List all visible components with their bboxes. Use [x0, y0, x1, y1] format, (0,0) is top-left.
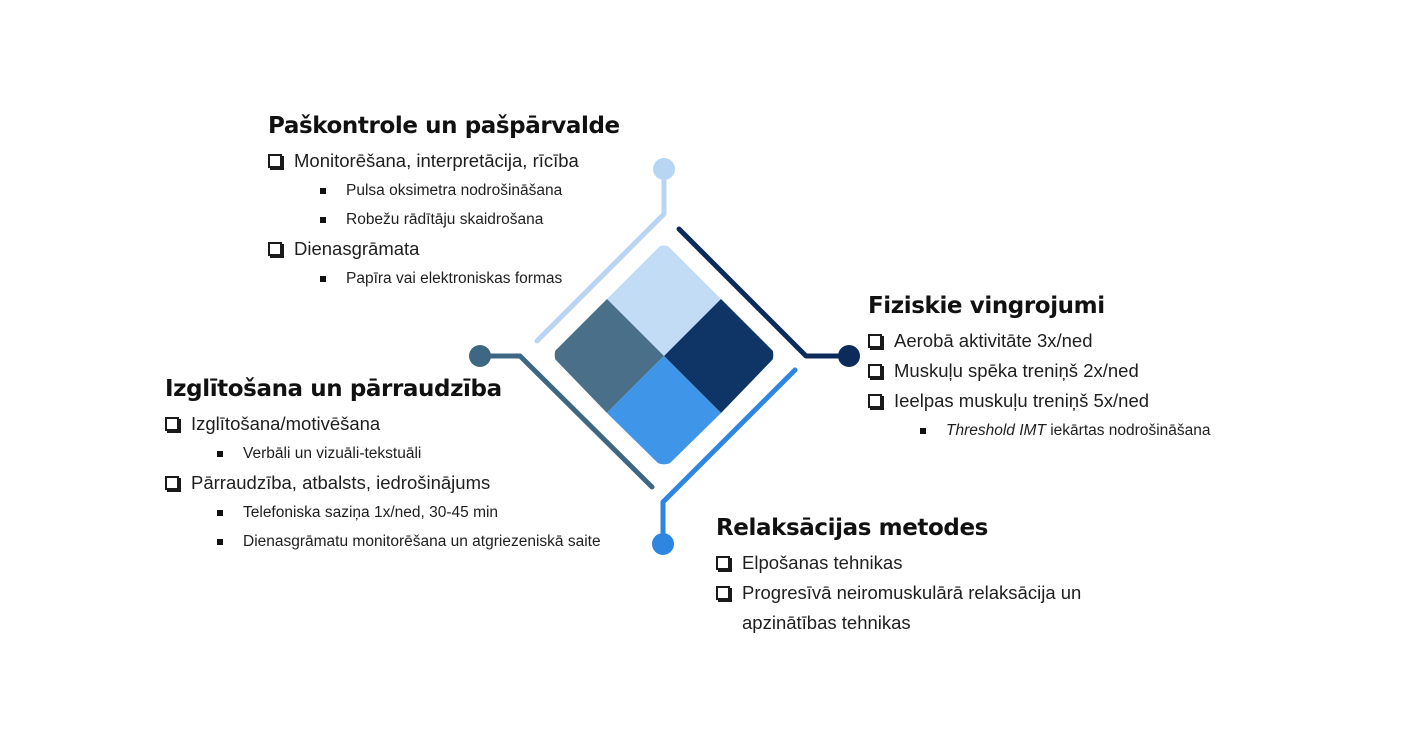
section-self-control — [268, 112, 620, 293]
checkbox-icon — [868, 394, 882, 408]
list-item — [165, 468, 601, 498]
sub-item — [217, 527, 601, 556]
list-item — [868, 356, 1211, 386]
device-name: Threshold IMT — [946, 422, 1046, 439]
sub-item-label: Dienasgrāmatu monitorēšana un atgriezeniskā saite — [243, 533, 601, 550]
list-item — [165, 409, 601, 439]
item-list — [165, 468, 601, 498]
checkbox-icon — [716, 586, 730, 600]
square-bullet-icon — [217, 451, 223, 457]
sub-item — [217, 439, 601, 468]
sub-item-label: Verbāli un vizuāli-tekstuāli — [243, 445, 422, 462]
node-right-dot — [838, 345, 860, 367]
sub-list — [268, 264, 620, 293]
item-list — [716, 548, 1116, 638]
checkbox-icon — [868, 334, 882, 348]
checkbox-icon — [716, 556, 730, 570]
section-title: Izglītošana un pārraudzība — [165, 376, 502, 402]
square-bullet-icon — [217, 539, 223, 545]
section-education — [165, 375, 601, 556]
sub-list — [165, 498, 601, 556]
list-item — [716, 578, 1112, 638]
list-item-label: Progresīvā neiromuskulārā relaksācija un apzinātības tehnikas — [742, 582, 1082, 633]
item-list — [268, 234, 620, 264]
checkbox-icon — [268, 154, 282, 168]
list-item-label: Monitorēšana, interpretācija, rīcība — [294, 150, 579, 171]
square-bullet-icon — [320, 217, 326, 223]
square-bullet-icon — [920, 428, 926, 434]
list-item-label: Ieelpas muskuļu treniņš 5x/ned — [894, 390, 1150, 411]
sub-item-label: iekārtas nodrošināšana — [1045, 422, 1211, 439]
section-title: Paškontrole un pašpārvalde — [268, 113, 620, 139]
section-title: Fiziskie vingrojumi — [868, 293, 1105, 319]
item-list — [868, 326, 1211, 416]
list-item-label: Elpošanas tehnikas — [742, 552, 903, 573]
node-top-dot — [653, 158, 675, 180]
list-item-label: Aerobā aktivitāte 3x/ned — [894, 330, 1093, 351]
sub-item — [920, 416, 1211, 445]
sub-item-label: Robežu rādītāju skaidrošana — [346, 211, 544, 228]
checkbox-icon — [868, 364, 882, 378]
sub-item-label: Pulsa oksimetra nodrošināšana — [346, 182, 563, 199]
sub-list — [868, 416, 1211, 445]
list-item — [868, 386, 1211, 416]
square-bullet-icon — [320, 276, 326, 282]
list-item-label: Muskuļu spēka treniņš 2x/ned — [894, 360, 1139, 381]
list-item-label: Pārraudzība, atbalsts, iedrošinājums — [191, 472, 491, 493]
square-bullet-icon — [217, 510, 223, 516]
list-item-label: Dienasgrāmata — [294, 238, 420, 259]
checkbox-icon — [165, 417, 179, 431]
sub-item — [320, 176, 620, 205]
section-relaxation — [716, 514, 1116, 638]
sub-item — [320, 205, 620, 234]
checkbox-icon — [268, 242, 282, 256]
sub-item-label: Papīra vai elektroniskas formas — [346, 270, 563, 287]
sub-list — [165, 439, 601, 468]
sub-item-label: Telefoniska saziņa 1x/ned, 30-45 min — [243, 504, 499, 521]
item-list — [268, 146, 620, 176]
list-item — [268, 234, 620, 264]
node-left-dot — [469, 345, 491, 367]
list-item-label: Izglītošana/motivēšana — [191, 413, 381, 434]
sub-item — [320, 264, 620, 293]
node-bottom-dot — [652, 533, 674, 555]
list-item — [268, 146, 620, 176]
list-item — [868, 326, 1211, 356]
section-exercise — [868, 292, 1211, 445]
item-list — [165, 409, 601, 439]
list-item — [716, 548, 1116, 578]
square-bullet-icon — [320, 188, 326, 194]
sub-item — [217, 498, 601, 527]
sub-list — [268, 176, 620, 234]
section-title: Relaksācijas metodes — [716, 515, 988, 541]
checkbox-icon — [165, 476, 179, 490]
